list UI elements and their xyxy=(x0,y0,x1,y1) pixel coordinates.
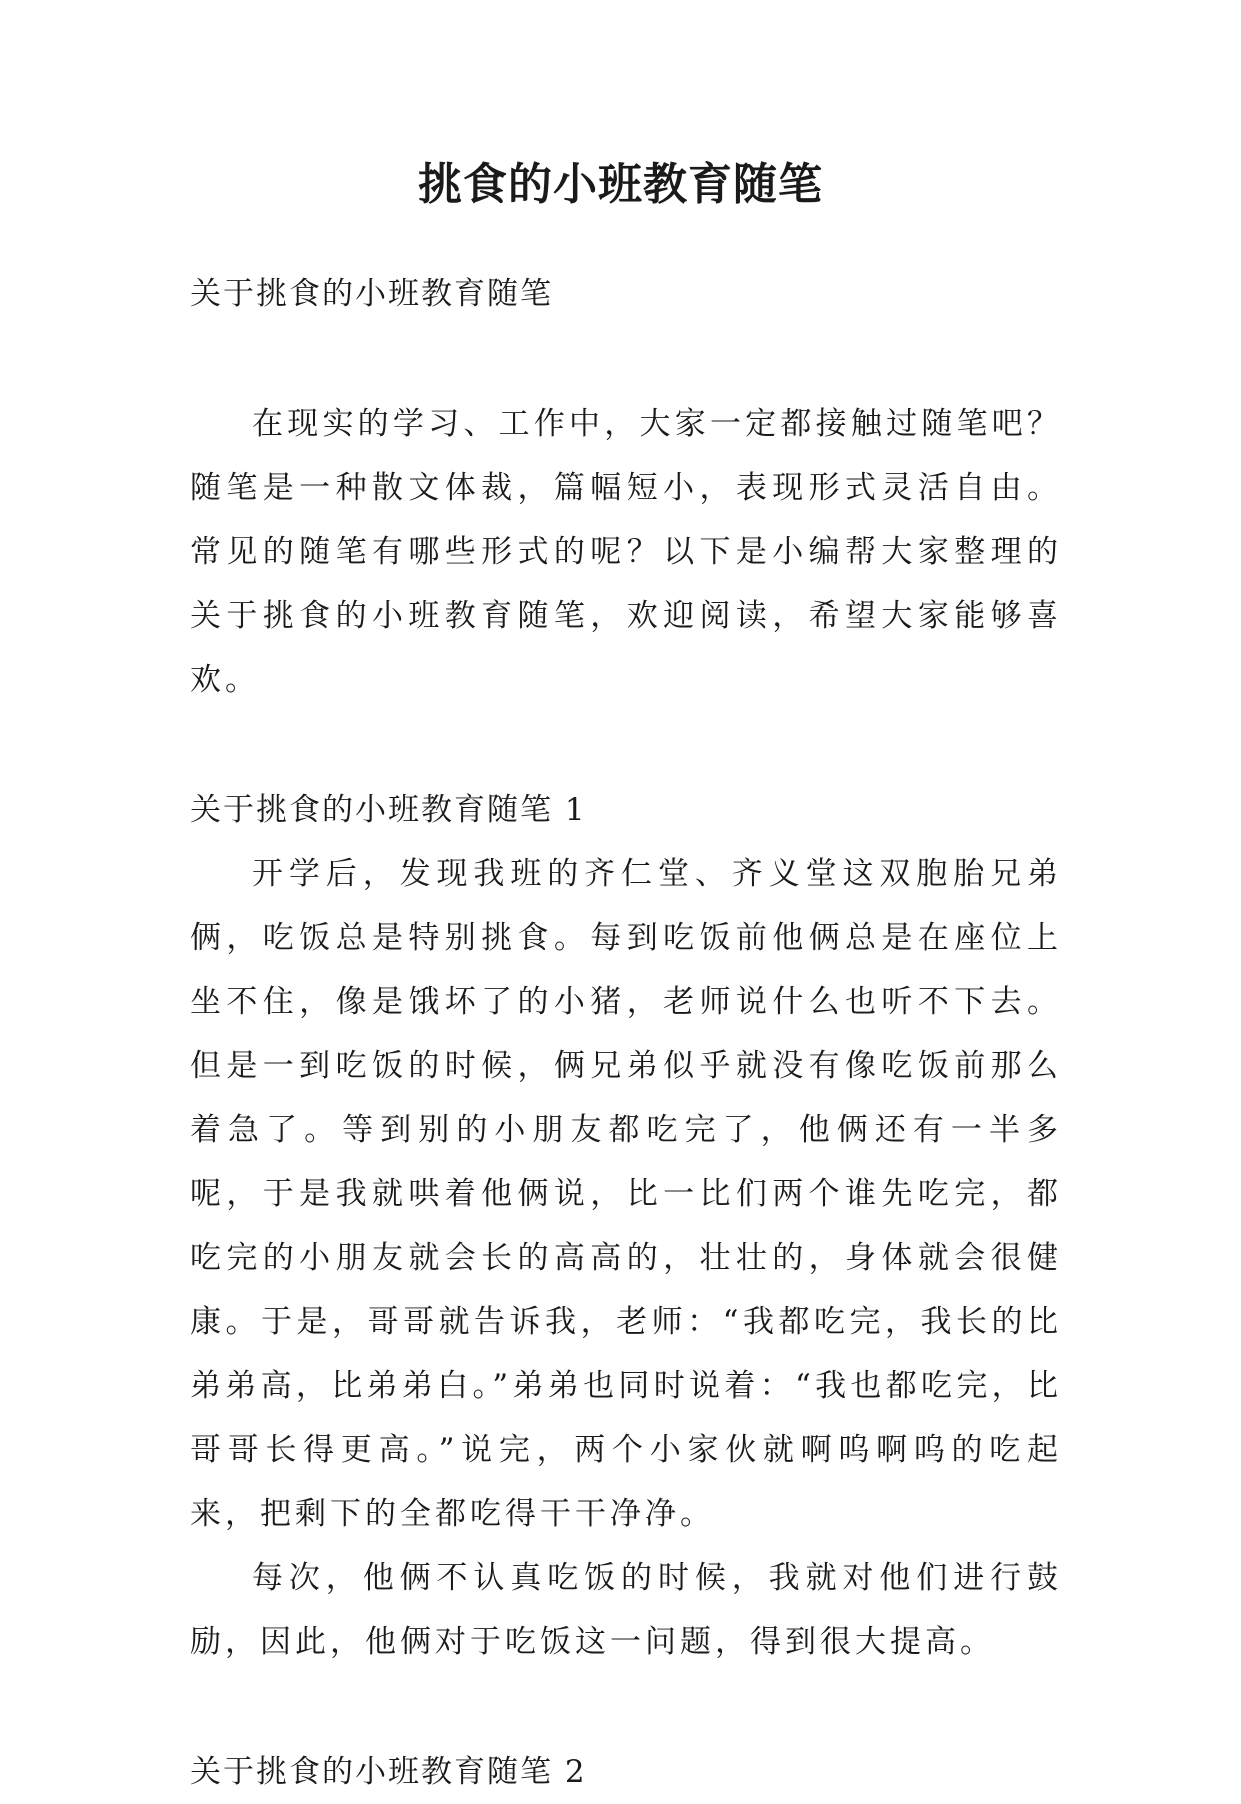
document-title: 挑食的小班教育随笔 xyxy=(418,159,823,210)
spacer xyxy=(190,326,1062,392)
document-subtitle: 关于挑食的小班教育随笔 xyxy=(190,276,553,312)
spacer xyxy=(190,712,1062,778)
section-heading-1: 关于挑食的小班教育随笔 1 xyxy=(190,792,587,828)
document-body xyxy=(190,262,1062,1804)
section-heading-2: 关于挑食的小班教育随笔 2 xyxy=(190,1754,587,1790)
spacer xyxy=(190,1674,1062,1740)
section-1-paragraph-1: 开学后，发现我班的齐仁堂、齐义堂这双胞胎兄弟俩，吃饭总是特别挑食。每到吃饭前他俩总是在座位上坐不住，像是饿坏了的小猪，老师说什么也听不下去。但是一到吃饭的时候，俩兄弟似乎就没有像吃饭前那么着急了。等到别的小朋友都吃完了，他俩还有一半多呢，于是我就哄着他俩说，比一比们两个谁先吃完，都吃完的小朋友就会长的高高的，壮壮的，身体就会很健康。于是，哥哥就告诉我，老师：“我都吃完，我长的比弟弟高，比弟弟白。”弟弟也同时说着：“我也都吃完，比哥哥长得更高。”说完，两个小家伙就啊呜啊呜的吃起来，把剩下的全都吃得干干净净。 xyxy=(190,856,1062,1532)
section-1-paragraph-2: 每次，他俩不认真吃饭的时候，我就对他们进行鼓励，因此，他俩对于吃饭这一问题，得到很大提高。 xyxy=(190,1560,1062,1660)
intro-paragraph: 在现实的学习、工作中，大家一定都接触过随笔吧？随笔是一种散文体裁，篇幅短小，表现形式灵活自由。常见的随笔有哪些形式的呢？以下是小编帮大家整理的关于挑食的小班教育随笔，欢迎阅读，希望大家能够喜欢。 xyxy=(190,406,1062,698)
